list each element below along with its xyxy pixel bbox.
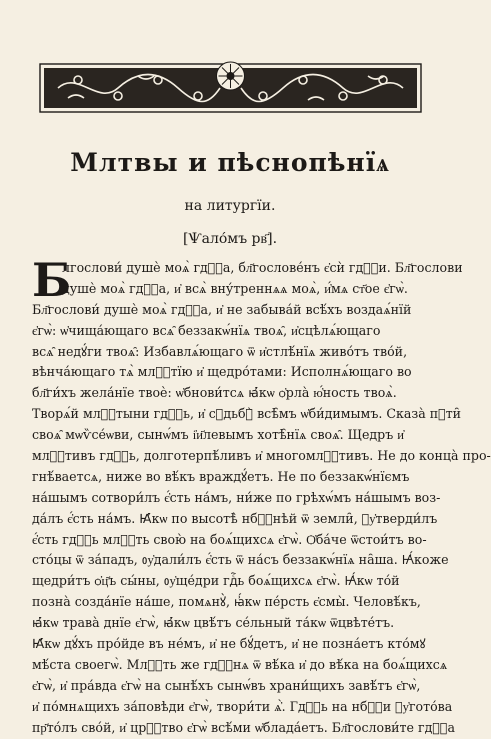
text-line: мѣ́ста своегѡ̀. Млⷭ҇ть же гдⷭ҇нѧ ѿ вѣ́ка и҆ до вѣ́ка на боѧ́щихсѧ bbox=[32, 656, 448, 672]
psalm-text bbox=[32, 253, 491, 738]
text-line: на́шымъ сотвори́лъ є҆́сть на́мъ, ни́же по грѣхѡ́мъ на́шымъ воз- bbox=[32, 489, 441, 505]
headpiece-ornament bbox=[38, 58, 423, 118]
text-line: всѧ̑ недꙋ́ги твоѧ̑: Избавлѧ́ющаго ѿ и҆стлѣ́нїѧ живо́тъ тво́й, bbox=[32, 343, 408, 359]
text-line: своѧ̑ мѡѷсе́ѡви, сынѡ́мъ і҆и҃левымъ хотѣ̑нїѧ своѧ̑. Щедръ и҆ bbox=[32, 427, 404, 443]
text-line: є҆́сть гдⷭ҇ь млⷭ҇ть свою̀ на боѧ́щихсѧ є҆гѡ̀. Ѻ҆ба́че ѿстои́тъ во- bbox=[32, 531, 427, 547]
text-line: Ꙗ҆́кѡ дꙋ́хъ про́йде въ не́мъ, и҆ не бꙋ́детъ, и҆ не позна́етъ кто́мꙋ bbox=[32, 636, 426, 652]
text-line: ꙗ҆́кѡ трава̀ днїе є҆гѡ̀, ꙗ҆́кѡ цвѣ́тъ се́льный та́кѡ ѿцвѣте́тъ. bbox=[32, 615, 395, 631]
text-line: душѐ моѧ̀ гдⷭ҇а, и҆ всѧ̀ вну́треннѧѧ моѧ̀, и҆́мѧ ст҃ое є҆гѡ̀. bbox=[62, 280, 408, 296]
drop-cap: Б bbox=[32, 253, 72, 307]
text-line: Бл҃гослови́ душѐ моѧ̀ гдⷭ҇а, и҆ не забыва́й всѣ́хъ воздаѧ́нїй bbox=[32, 301, 412, 317]
text-line: Творѧ́й млⷭ҇тыни гдⷭ҇ь, и҆ сꙋдьбꙋ̀ всѣ̑мъ ѡ҆би́димымъ. Сказа̀ пꙋти̑ bbox=[32, 406, 462, 422]
text-line: гнѣ́ваетсѧ, ниже во вѣ́къ враждꙋ́етъ. Не по беззакѡ́нїємъ bbox=[32, 468, 410, 484]
text-line: вѣнча́ющаго тѧ̀ млⷭ҇тїю и҆ щедро́тами: Исполнѧ́ющаго во bbox=[32, 364, 412, 380]
text-line: позна̀ созда́нїе на́ше, помѧнꙋ̀, ꙗ҆́кѡ пе́рсть є҆смы̀. Человѣ́къ, bbox=[32, 594, 421, 610]
text-line: пр҃то́лъ сво́й, и҆ црⷭ҇тво є҆гѡ̀ всѣ́ми ѡ҆блада́етъ. Бл҃гослови́те гдⷭ҇а bbox=[32, 719, 455, 735]
text-line: лгослови́ душѐ моѧ̀ гдⷭ҇а, бл҃гослове́нъ є҆сѝ гдⷭ҇и. Бл҃гослови bbox=[62, 260, 463, 275]
text-line: да́лъ є҆́сть на́мъ. Ꙗ҆́кѡ по высотѣ̀ нбⷭ҇нѣй ѿ земли̑, ᲂу҆тверди́лъ bbox=[32, 510, 438, 526]
text-line: и҆ по́мнѧщихъ за́повѣди є҆гѡ̀, твори́ти ѧ҆̀. Гдⷭ҇ь на нбⷭ҇и ᲂу҆гото́ва bbox=[32, 698, 453, 714]
psalm-heading: [Ѱало́мъ рв҃]. bbox=[182, 231, 278, 247]
text-line: є҆гѡ̀: ѡ҆чища́ющаго всѧ̑ беззакѡ́нїѧ твоѧ̑, и҆сцѣлѧ́ющаго bbox=[32, 322, 381, 338]
text-line: сто́цы ѿ за́падъ, ᲂу҆дали́лъ є҆́сть ѿ на́съ беззакѡ́нїѧ на̑ша. Ꙗ҆́коже bbox=[32, 552, 449, 568]
page-title: Млтвы и пѣснопѣнїѧ bbox=[70, 148, 390, 177]
text-line: бл҃ги́хъ жела́нїе твоѐ: ѡ҆бнови́тсѧ ꙗ҆́кѡ ѻ҆рла̀ ю҆́ность твоѧ̀. bbox=[32, 385, 397, 401]
subtitle: на литургїи. bbox=[184, 198, 276, 214]
text-line: є҆гѡ̀, и҆ пра́вда є҆гѡ̀ на сынѣ́хъ сынѡ́въ храни́щихъ завѣ́тъ є҆гѡ̀, bbox=[32, 677, 421, 693]
text-line: млⷭ҇тивъ гдⷭ҇ь, долготерпѣ́ливъ и҆ многомлⷭ҇тивъ. Не до конца̀ про- bbox=[32, 448, 491, 464]
text-line: щедри́тъ ѻ҆ц҃ъ сы́ны, ᲂу҆ще́дри гдⷭ҇ь боѧ́щихсѧ є҆гѡ̀. Ꙗ҆́кѡ то́й bbox=[32, 573, 400, 589]
